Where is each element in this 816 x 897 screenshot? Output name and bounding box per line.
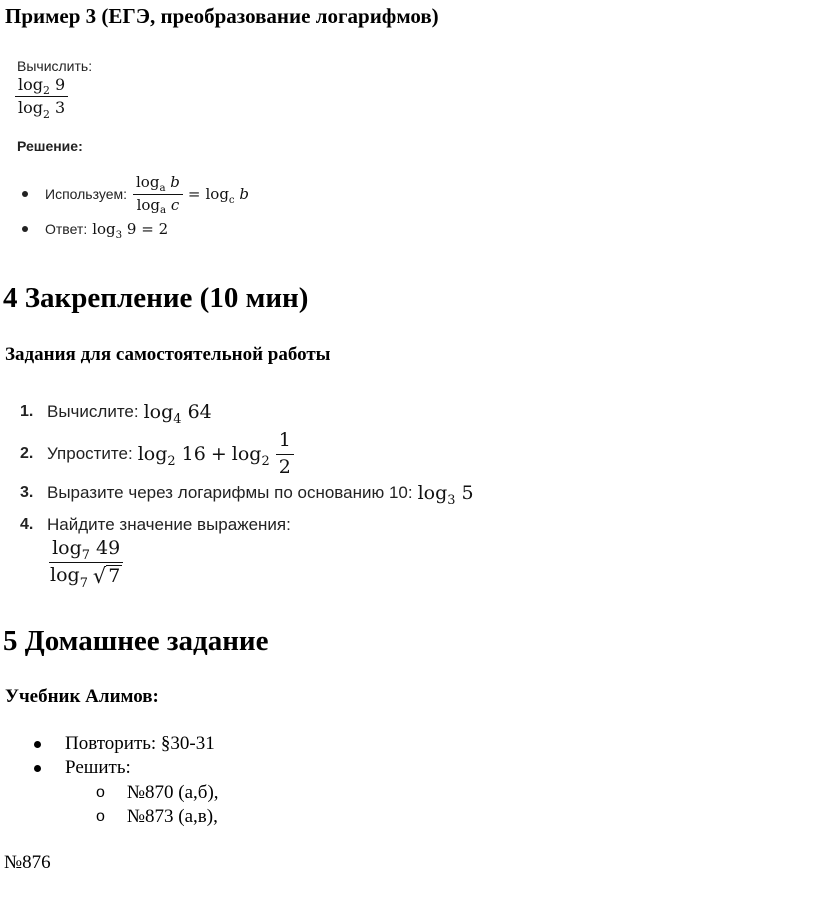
footer-task: №876	[4, 852, 51, 873]
task-4: 4. Найдите значение выражения:	[20, 515, 291, 534]
bullet-icon	[22, 226, 28, 232]
example-frac-numerator: $\log_2 9$	[15, 76, 68, 97]
task-3: 3. Выразите через логарифмы по основанию 10: $\log_3 5$	[20, 482, 474, 508]
homework-subitem-1: o №870 (а,б),	[96, 782, 219, 803]
compute-label: Вычислить:	[17, 58, 93, 74]
example-title: Пример 3 (ЕГЭ, преобразование логарифмов)	[5, 4, 439, 28]
section-4-heading: 4 Закрепление (10 мин)	[3, 282, 309, 314]
task-1: 1. Вычислите: $\log_4 64$	[20, 401, 212, 427]
answer-expression: $\log_3 9 = 2$	[92, 220, 169, 241]
homework-subitem-2: o №873 (а,в),	[96, 806, 218, 827]
homework-item-2: Решить:	[34, 756, 131, 780]
homework-item-1: Повторить: §30-31	[34, 732, 215, 756]
section-5-heading: 5 Домашнее задание	[3, 625, 269, 657]
section-4-subheading: Задания для самостоятельной работы	[5, 344, 331, 365]
example-frac-denominator: $\log_2 3$	[18, 98, 66, 121]
solution-step-1: Используем: $\frac{\log_a b}{\log_a c}$ = $\log_c b$	[22, 168, 249, 220]
task-3-expression: $\log_3 5$	[417, 482, 474, 508]
task-4-fraction: $\log_7 49$ log 7 √ 7	[47, 538, 125, 587]
task-1-expression: $\log_4 64$	[143, 401, 212, 427]
task-2-expression: $\log_2 16$ + $\log_2$ $\frac{1}{2}$	[138, 430, 294, 479]
circle-bullet-icon: o	[96, 784, 105, 801]
example-fraction	[15, 75, 68, 121]
task-2: 2. Упростите: $\log_2 16$ + $\log_2$ $\frac{1}{2}$	[20, 428, 294, 480]
log-formula: $\frac{\log_a b}{\log_a c}$ = $\log_c b$	[133, 174, 249, 214]
sqrt-icon: √ 7	[92, 563, 121, 588]
textbook-label: Учебник Алимов:	[5, 686, 159, 707]
solution-label: Решение:	[17, 138, 83, 154]
circle-bullet-icon: o	[96, 808, 105, 825]
solution-step-2: Ответ: $\log_3 9 = 2$	[22, 218, 168, 240]
bullet-icon	[34, 765, 41, 772]
bullet-icon	[34, 741, 41, 748]
bullet-icon	[22, 191, 28, 197]
